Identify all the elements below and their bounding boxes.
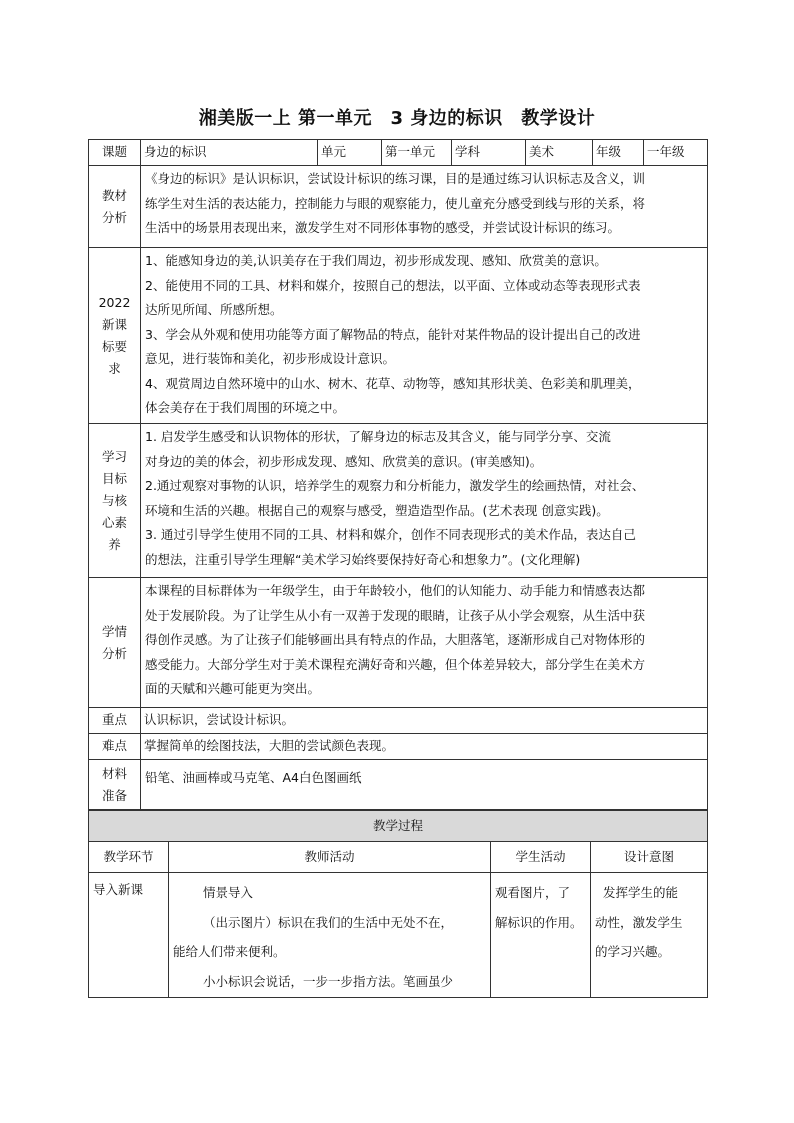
difficulty-label: 难点	[89, 734, 141, 760]
analysis-row	[89, 578, 708, 708]
page-title: 湘美版一上 第一单元 3 身边的标识 教学设计	[198, 108, 596, 129]
text-line: 面的天赋和兴趣可能更为突出。	[145, 681, 321, 696]
text-line: 2、能使用不同的工具、材料和媒介，按照自己的想法，以平面、立体或动态等表现形式表	[145, 277, 641, 293]
column-header: 设计意图	[591, 842, 708, 873]
materials-label: 材料 准备	[89, 760, 141, 810]
column-header: 教师活动	[169, 842, 491, 873]
goals-row	[89, 424, 708, 578]
text-line: 情景导入	[203, 885, 254, 900]
text-line: 1、能感知身边的美,认识美存在于我们周边，初步形成发现、感知、欣赏美的意识。	[145, 253, 607, 268]
process-columns-row	[89, 842, 708, 873]
text-line: 对身边的美的体会，初步形成发现、感知、欣赏美的意识。(审美感知)。	[145, 453, 543, 469]
text-line: 体会美存在于我们周围的环境之中。	[145, 400, 346, 415]
material-analysis-text	[141, 166, 708, 248]
standards-label: 2022 新课 标要 求	[89, 248, 141, 424]
key-point-label: 重点	[89, 708, 141, 734]
topic-value: 身边的标识	[141, 140, 318, 166]
materials-row	[89, 760, 708, 810]
text-line: 《身边的标识》是认识标识，尝试设计标识的练习课，目的是通过练习认识标志及含义，训	[145, 171, 646, 186]
stage-cell: 导入新课	[89, 873, 169, 998]
design-intent-cell	[591, 873, 708, 998]
text-line: 处于发展阶段。为了让学生从小有一双善于发现的眼睛，让孩子从小学会观察，从生活中获	[145, 607, 646, 623]
key-point-text: 认识标识，尝试设计标识。	[141, 708, 708, 734]
standards-text	[141, 248, 708, 424]
column-header: 教学环节	[89, 842, 169, 873]
student-activity-cell	[491, 873, 591, 998]
text-line: 的学习兴趣。	[595, 944, 671, 959]
materials-text: 铅笔、油画棒或马克笔、A4白色图画纸	[141, 760, 708, 810]
text-line: 4、观赏周边自然环境中的山水、树木、花草、动物等，感知其形状美、色彩美和肌理美，	[145, 375, 641, 391]
text-line: 得创作灵感。为了让孩子们能够画出具有特点的作品，大胆落笔，逐渐形成自己对物体形的	[145, 632, 646, 647]
grade-value: 一年级	[644, 140, 708, 166]
analysis-text	[141, 578, 708, 708]
teaching-process-table	[88, 810, 708, 998]
text-line: 解标识的作用。	[495, 914, 583, 930]
standards-row	[89, 248, 708, 424]
text-line: 意见，进行装饰和美化，初步形成设计意识。	[145, 351, 396, 366]
text-line: 3、学会从外观和使用功能等方面了解物品的特点，能针对某件物品的设计提出自己的改进	[145, 326, 641, 342]
unit-label: 单元	[318, 140, 382, 166]
teacher-activity-cell	[169, 873, 491, 998]
text-line: 练学生对生活的表达能力，控制能力与眼的观察能力，使儿童充分感受到线与形的关系，将	[145, 195, 646, 211]
unit-value: 第一单元	[382, 140, 452, 166]
difficulty-text: 掌握简单的绘图技法，大胆的尝试颜色表现。	[141, 734, 708, 760]
text-line: 1. 启发学生感受和认识物体的形状，了解身边的标志及其含义，能与同学分享、交流	[145, 429, 611, 444]
subject-label: 学科	[452, 140, 526, 166]
process-header-row	[89, 811, 708, 842]
text-line: 观看图片，了	[495, 885, 571, 900]
key-point-row	[89, 708, 708, 734]
goals-text	[141, 424, 708, 578]
material-analysis-label: 教材 分析	[89, 166, 141, 248]
text-line: 2.通过观察对事物的认识，培养学生的观察力和分析能力，激发学生的绘画热情，对社会、	[145, 478, 645, 493]
process-row	[89, 873, 708, 998]
text-line: 生活中的场景用表现出来，激发学生对不同形体事物的感受，并尝试设计标识的练习。	[145, 220, 621, 235]
difficulty-row	[89, 734, 708, 760]
text-line: （出示图片）标识在我们的生活中无处不在，	[203, 914, 454, 930]
text-line: 的想法，注重引导学生理解“美术学习始终要保持好奇心和想象力”。(文化理解)	[145, 551, 581, 567]
info-row	[89, 140, 708, 166]
text-line: 达所见所闻、所感所想。	[145, 302, 283, 317]
text-line: 动性，激发学生	[595, 914, 683, 930]
text-line: 能给人们带来便利。	[173, 944, 286, 959]
goals-label: 学习 目标 与核 心素 养	[89, 424, 141, 578]
lesson-info-table	[88, 139, 708, 810]
process-header: 教学过程	[89, 811, 708, 842]
text-line: 环境和生活的兴趣。根据自己的观察与感受，塑造造型作品。(艺术表现 创意实践)。	[145, 502, 609, 518]
text-line: 3. 通过引导学生使用不同的工具、材料和媒介，创作不同表现形式的美术作品，表达自己	[145, 527, 636, 542]
text-line: 小小标识会说话，一步一步指方法。笔画虽少	[203, 973, 454, 989]
topic-label: 课题	[89, 140, 141, 166]
text-line: 本课程的目标群体为一年级学生，由于年龄较小，他们的认知能力、动手能力和情感表达都	[145, 583, 646, 598]
text-line: 感受能力。大部分学生对于美术课程充满好奇和兴趣，但个体差异较大，部分学生在美术方	[145, 656, 646, 672]
text-line: 发挥学生的能	[603, 885, 679, 900]
subject-value: 美术	[526, 140, 593, 166]
grade-label: 年级	[593, 140, 644, 166]
material-analysis-row	[89, 166, 708, 248]
analysis-label: 学情 分析	[89, 578, 141, 708]
column-header: 学生活动	[491, 842, 591, 873]
